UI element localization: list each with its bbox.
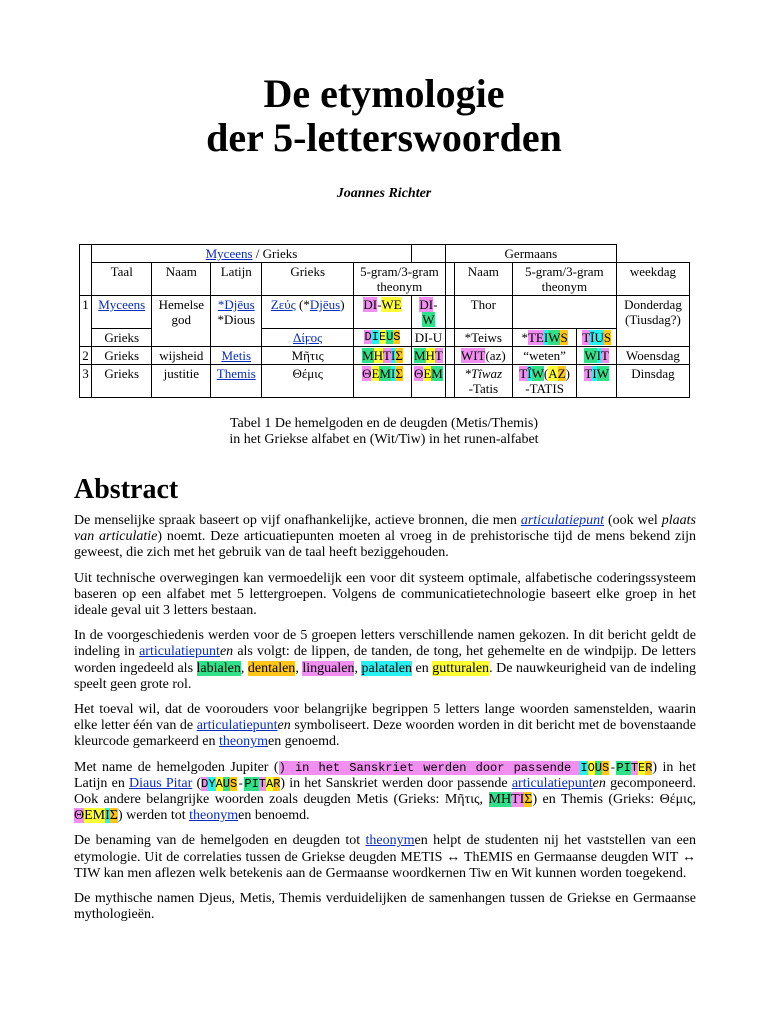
lingualen-tag: lingualen [302,660,355,676]
theonym-link-3[interactable]: theonym [365,833,415,849]
col-5gram: 5-gram/3-gram theonym [354,263,446,296]
zeus-link[interactable]: Ζεύς [270,297,296,312]
articulatiepunten-link[interactable]: articulatiepunt [139,644,220,660]
theonym-table [79,244,690,398]
paragraph-6: De benaming van de hemelgoden en deugden tot theonymen helpt de studenten nij het vaststellen van een etymologie. Uit de correlaties tussen de Griekse deugden METIS ↔ ThEMIS en Germaanse deugden WIT ↔ TIW kan men aflezen welk betekenis aan de Germaanse woordkernen Tiw en Wit kunnen worden toegekend. [74,833,696,881]
myceens-link[interactable]: Myceens [205,246,253,261]
table-gap-cell [411,245,445,263]
abstract-body [74,513,696,932]
col-taal: Taal [92,263,152,296]
theonym-link[interactable]: theonym [218,734,268,750]
table-caption: Tabel 1 De hemelgoden en de deugden (Metis/Themis) in het Griekse alfabet en (Wit/Tiw) in het runen-alfabet [229,416,539,447]
col-naam: Naam [152,263,211,296]
themis-link[interactable]: Themis [216,366,256,381]
col-latijn: Latijn [211,263,262,296]
table-row: 3 Grieks justitie Themis Θέμις ΘEMIΣ ΘEM *Tîwaz -Tatis TÎW(AZ) -TATIS TIW Dinsdag [80,365,690,398]
col-grieks: Grieks [262,263,354,296]
abstract-heading: Abstract [74,474,179,505]
paragraph-3: In de voorgeschiedenis werden voor de 5 groepen letters verschillende namen gekozen. In dit bericht geldt de indeling in articulatiepunten als volgt: de lippen, de tanden, de tong, het gehemelte en de windpijp. De letters worden ingedeeld als labialen, dentalen, lingualen, palatalen en gutturalen. De nauwkeurigheid van de indeling speelt geen grote rol. [74,628,697,692]
author: Joannes Richter [336,186,432,201]
labialen-tag: labialen [196,660,241,676]
palatalen-tag: palatalen [361,660,413,676]
dentalen-tag: dentalen [247,660,296,676]
page-title [0,72,768,160]
paragraph-1: De menselijke spraak baseert op vijf onafhankelijke, actieve bronnen, die men articulatiepunt (ook wel plaats van articulatie) noemt. Deze articuatiepunten moeten al vroeg in de prehistorische tijd de mens bekend zijn geweest, die zich met het gebruik van de taal heeft beziggehouden. [74,513,696,561]
title-line-2: der 5-letterswoorden [206,115,562,160]
table-row: 1 Myceens Hemelse god *Djēus *Dious Ζεύς (*Djēus) DI-WE DI-W Thor Donderdag (Tiusdag?) [80,296,690,329]
col-naam-germaans: Naam [454,263,512,296]
myceens-row-link[interactable]: Myceens [98,297,146,312]
col-5gram-germaans: 5-gram/3-gram theonym [512,263,616,296]
articulatiepunten-link-3[interactable]: articulatiepunt [511,775,593,791]
col-weekdag: weekdag [616,263,689,296]
table-corner-cell [80,245,92,296]
table-row: 2 Grieks wijsheid Metis Μῆτις MHTIΣ MHT WIT(az) “weten” WIT Woensdag [80,347,690,365]
title-line-1: De etymologie [263,71,505,116]
header-germaans: Germaans [445,245,616,263]
djeus-link[interactable]: *Djēus [217,297,255,312]
djeus-link-2[interactable]: Djēus [309,297,341,312]
gutturalen-tag: gutturalen [432,660,490,676]
table-header-row [80,245,690,263]
paragraph-5: Met name de hemelgoden Jupiter () in het Sanskriet werden door passende IOUS-PITER) in het Latijn en Diaus Pitar (DYAUS-PITAR) in het Sanskriet werden door passende articulatiepunten gecomponeerd. Ook andere belangrijke woorden zoals deugden Metis (Grieks: Μῆτις, MHTIΣ) en Themis (Grieks: Θέμις, ΘEMIΣ) werden tot theonymen benoemd. [74,759,697,824]
table-row: Grieks Δίϝος DIEUS DI-U *Teiws *TEIWS TĪUS [80,329,690,347]
table-column-row [80,263,690,296]
theonym-link-2[interactable]: theonym [189,808,239,824]
diwos-link[interactable]: Δίϝος [293,330,323,345]
header-myceens-grieks: Myceens / Grieks [92,245,412,263]
paragraph-2: Uit technische overwegingen kan vermoedelijk een voor dit systeem optimale, alfabetische coderingssysteem baseren op een alfabet met 5 lettergroepen. Volgens de communicatietechnologie baseert elke groep in het ideale geval uit 3 letters bestaan. [74,570,696,619]
articulatiepunten-link-2[interactable]: articulatiepunt [196,718,278,734]
articulatiepunt-link[interactable]: articulatiepunt [520,513,605,528]
metis-link[interactable]: Metis [221,348,252,363]
paragraph-4: Het toeval wil, dat de voorouders voor belangrijke begrippen 5 letters lange woorden samenstelden, waarin elke letter één van de articulatiepunten symboliseert. Deze woorden worden in dit bericht met de bovenstaande kleurcode gemarkeerd en theonymen genoemd. [74,702,696,750]
diaus-pitar-link[interactable]: Diaus Pitar [129,775,193,791]
paragraph-7: De mythische namen Djeus, Metis, Themis verduidelijken de samenhangen tussen de Griekse en Germaanse mythologieën. [74,891,696,923]
